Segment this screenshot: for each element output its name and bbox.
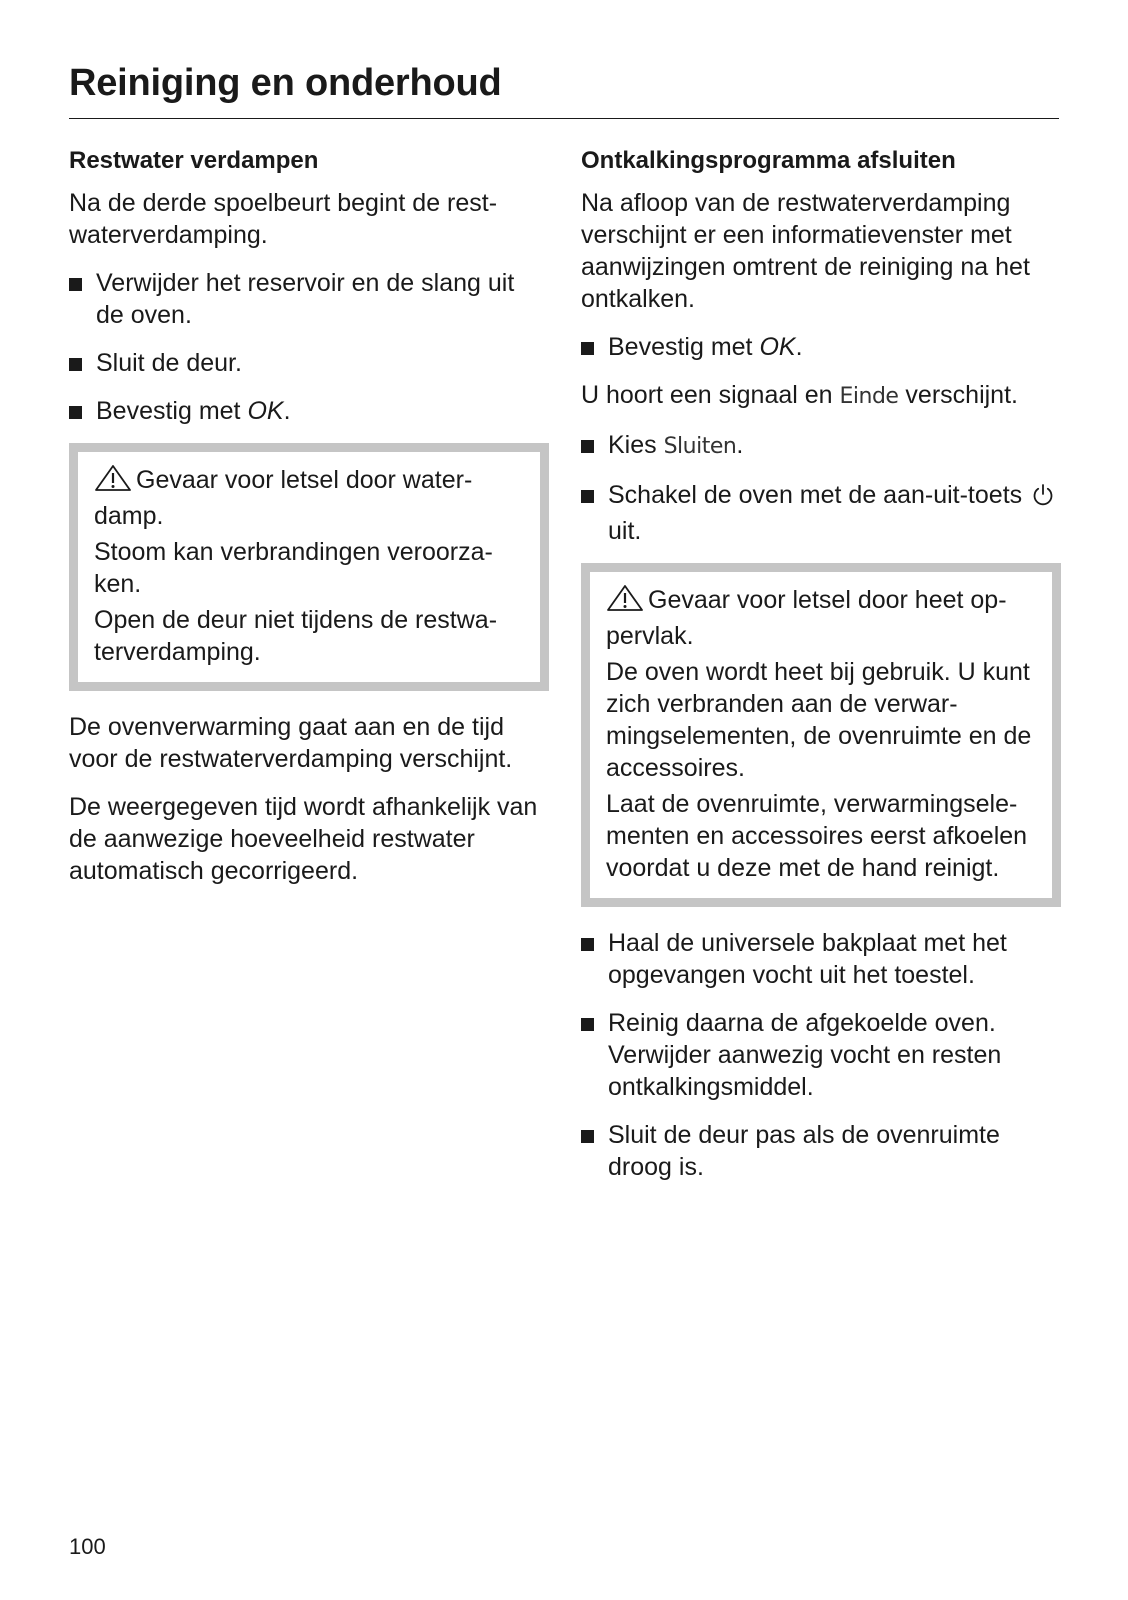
step-item	[69, 347, 549, 379]
step-item: Bevestig met OK.	[581, 331, 1061, 363]
warning-box-steam	[69, 443, 549, 691]
warning-box-hot-surface	[581, 563, 1061, 907]
step-text: Bevestig met	[608, 333, 760, 361]
step-text: Verwijder het reservoir en de slang uit de oven.	[96, 269, 515, 329]
warning-title: Gevaar voor letsel door waterdamp.	[94, 466, 473, 530]
square-bullet-icon	[581, 1018, 594, 1031]
right-column	[581, 145, 1061, 1199]
step-item	[581, 1007, 1061, 1103]
warning-text: Open de deur niet tijdens de restwaterverdamping.	[94, 606, 498, 666]
warning-title: Gevaar voor letsel door heet oppervlak.	[606, 586, 1007, 650]
step-text: Sluit de deur pas als de ovenruimte droog is.	[608, 1121, 1000, 1181]
step-item: Kies Sluiten.	[581, 429, 1061, 463]
square-bullet-icon	[69, 406, 82, 419]
page-title: Reiniging en onderhoud	[69, 62, 502, 104]
intro-text: Na afloop van de restwaterverdamping verschijnt er een informatievenster met aanwijzingen omtrent de reiniging na het ontkalken.	[581, 189, 1030, 313]
ok-key-label: OK	[759, 333, 796, 361]
square-bullet-icon	[581, 342, 594, 355]
signal-text: U hoort een signaal en Einde verschijnt.	[581, 381, 1018, 409]
step-text: Reinig daarna de afgekoelde oven. Verwijder aanwezig vocht en resten ontkalkingsmiddel.	[608, 1009, 1002, 1101]
warning-triangle-icon	[94, 464, 132, 500]
step-item	[69, 267, 549, 331]
display-text-einde: Einde	[839, 384, 899, 409]
page-number: 100	[69, 1534, 106, 1559]
square-bullet-icon	[69, 278, 82, 291]
left-column	[69, 145, 549, 903]
ok-key-label: OK	[247, 397, 284, 425]
warning-text: Laat de ovenruimte, verwarmingselementen en accessoires eerst afkoelen voordat u deze met de hand reinigt.	[606, 790, 1028, 882]
title-divider	[69, 118, 1059, 119]
square-bullet-icon	[581, 440, 594, 453]
step-text: Sluit de deur.	[96, 349, 242, 377]
warning-triangle-icon	[606, 584, 644, 620]
square-bullet-icon	[581, 490, 594, 503]
square-bullet-icon	[69, 358, 82, 371]
warning-text: Stoom kan verbrandingen veroorzaken.	[94, 538, 493, 598]
step-text: Haal de universele bakplaat met het opgevangen vocht uit het toestel.	[608, 929, 1007, 989]
section-heading-ontkalking: Ontkalkingsprogramma afsluiten	[581, 147, 956, 174]
square-bullet-icon	[581, 938, 594, 951]
display-text-sluiten: Sluiten	[663, 434, 737, 459]
section-heading-restwater: Restwater verdampen	[69, 147, 319, 174]
step-item	[581, 927, 1061, 991]
step-item: Schakel de oven met de aan-uit-toets uit.	[581, 479, 1061, 547]
intro-text: Na de derde spoelbeurt begint de restwaterverdamping.	[69, 189, 498, 249]
warning-text: De oven wordt heet bij gebruik. U kunt zich verbranden aan de verwarmingselementen, de ovenruimte en de accessoires.	[606, 658, 1032, 782]
square-bullet-icon	[581, 1130, 594, 1143]
body-text: De weergegeven tijd wordt afhankelijk van de aanwezige hoeveelheid restwater automatisch gecorrigeerd.	[69, 793, 538, 885]
step-item	[581, 1119, 1061, 1183]
body-text: De ovenverwarming gaat aan en de tijd voor de restwaterverdamping verschijnt.	[69, 713, 513, 773]
step-text: Bevestig met	[96, 397, 248, 425]
power-icon	[1031, 483, 1055, 515]
step-item: Bevestig met OK.	[69, 395, 549, 427]
